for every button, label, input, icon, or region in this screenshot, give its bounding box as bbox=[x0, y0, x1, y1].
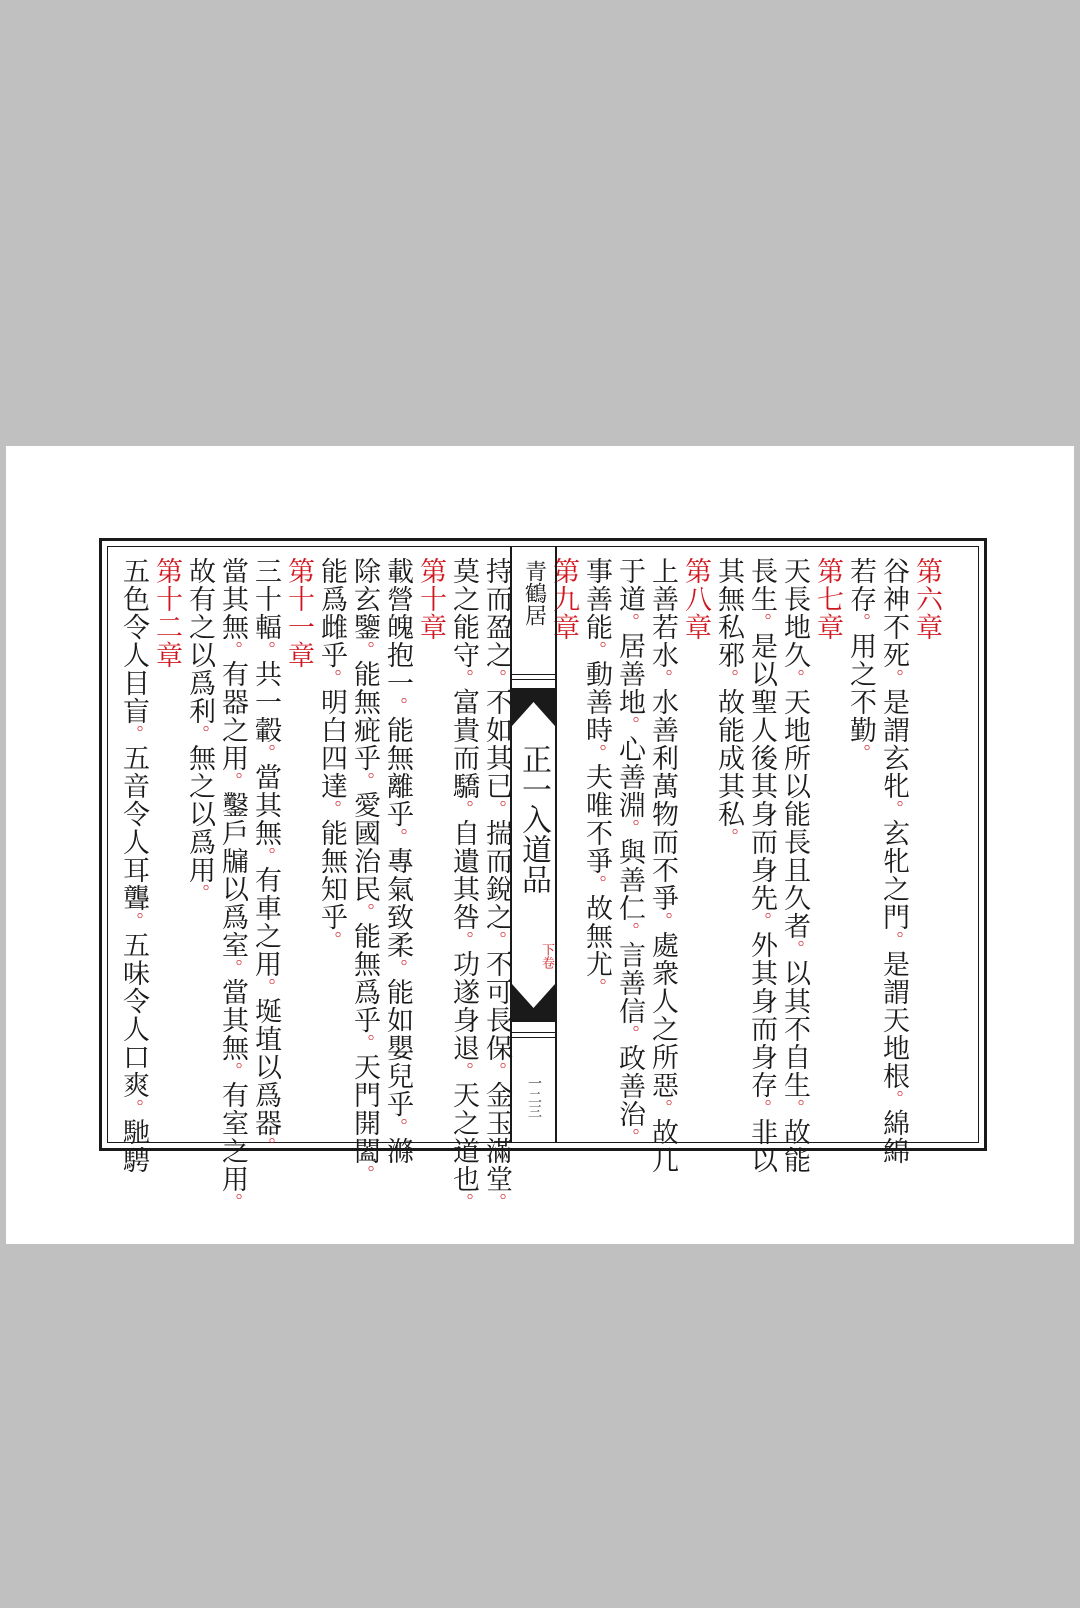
chapter-heading: 第十章 bbox=[415, 557, 446, 641]
text-column: 天長地久。天地所以能長且久者。以其不自生。故能 bbox=[779, 557, 810, 1174]
book-spread-sheet bbox=[6, 446, 1074, 1244]
text-column: 其無私邪。故能成其私。 bbox=[713, 557, 744, 847]
page-number: 一二三 bbox=[526, 1076, 542, 1118]
text-column: 三十輻。共一轂。當其無。有車之用。埏埴以爲器。 bbox=[250, 557, 281, 1156]
divider-rule bbox=[512, 679, 555, 680]
chapter-heading: 第六章 bbox=[911, 557, 942, 641]
text-column: 上善若水。水善利萬物而不爭。處衆人之所惡。故几 bbox=[647, 557, 678, 1174]
text-column: 五色令人目盲。五音令人耳聾。五味令人口爽。馳騁 bbox=[118, 557, 149, 1174]
chapter-heading: 第九章 bbox=[548, 557, 579, 641]
fishtail-bottom-icon bbox=[512, 984, 555, 1022]
chapter-heading: 第七章 bbox=[812, 557, 843, 641]
divider-rule bbox=[512, 674, 555, 675]
text-column: 事善能。動善時。夫唯不爭。故無尤。 bbox=[581, 557, 612, 997]
book-title: 正一入道品 bbox=[516, 744, 551, 894]
text-column: 若存。用之不勤。 bbox=[845, 557, 876, 763]
text-area bbox=[107, 546, 979, 1212]
chapter-heading: 第十二章 bbox=[151, 557, 182, 669]
text-column: 能爲雌乎。明白四達。能無知乎。 bbox=[316, 557, 347, 950]
volume-label: 下卷 bbox=[539, 943, 554, 969]
text-column: 持而盈之。不如其已。揣而銳之。不可長保。金玉滿堂。 bbox=[481, 557, 512, 1212]
divider-rule bbox=[512, 1032, 555, 1033]
text-column: 谷神不死。是謂玄牝。玄牝之門。是謂天地根。綿綿 bbox=[878, 557, 909, 1165]
text-column: 載營魄抱一。能無離乎。專氣致柔。能如嬰兒乎。滌 bbox=[382, 557, 413, 1165]
text-column: 故有之以爲利。無之以爲用。 bbox=[184, 557, 215, 903]
page-border-frame bbox=[99, 538, 987, 1212]
text-column: 莫之能守。富貴而驕。自遺其咎。功遂身退。天之道也。 bbox=[448, 557, 479, 1212]
fishtail-top-icon bbox=[512, 688, 555, 726]
chapter-heading: 第八章 bbox=[680, 557, 711, 641]
chapter-heading: 第十一章 bbox=[283, 557, 314, 669]
text-column: 長生。是以聖人後其身而身先。外其身而身存。非以 bbox=[746, 557, 777, 1174]
divider-rule bbox=[512, 1037, 555, 1038]
publisher-label: 青鶴居 bbox=[521, 560, 547, 626]
text-column: 除玄鑒。能無疵乎。愛國治民。能無爲乎。天門開闔。 bbox=[349, 557, 380, 1184]
text-column: 當其無。有器之用。鑿戶牖以爲室。當其無。有室之用。 bbox=[217, 557, 248, 1212]
text-column: 于道。居善地。心善淵。與善仁。言善信。政善治。 bbox=[614, 557, 645, 1147]
center-fold-panel bbox=[510, 546, 557, 1143]
